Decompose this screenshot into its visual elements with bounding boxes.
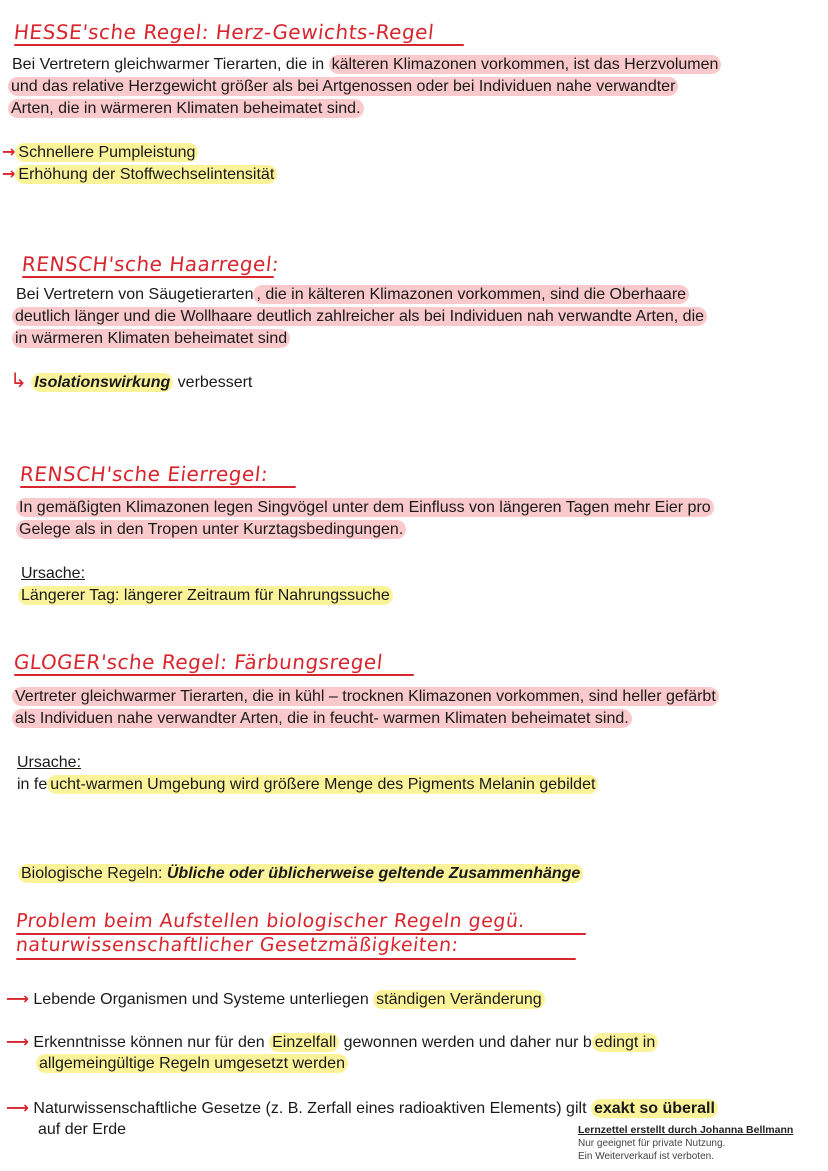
rensch-hair-effect: ↳ Isolationswirkung verbessert [10,368,253,392]
hesse-point-2: → Erhöhung der Stoffwechselintensität [2,163,277,186]
rensch-egg-cause: Längerer Tag: längerer Zeitraum für Nahrungssuche [18,585,393,607]
footer-line-1: Nur geeignet für private Nutzung. [578,1138,726,1149]
heading-rensch-hair: RENSCH'sche Haarregel: [20,252,281,276]
hesse-line-1: Bei Vertretern gleichwarmer Tierarten, die in kälteren Klimazonen vorkommen, ist das Herzvolumen [12,54,721,76]
rensch-egg-cause-label: Ursache: [21,565,86,582]
footer [578,1124,793,1163]
hook-arrow-icon: ↳ [10,368,27,392]
gloger-cause: in fe ucht-warmen Umgebung wird größere Menge des Pigments Melanin gebildet [17,774,598,796]
problem-point-2-cont: allgemeingültige Regeln umgesetzt werden [36,1053,348,1075]
arrow-right-icon: → [2,164,16,183]
problem-point-3: ⟶ Naturwissenschaftliche Gesetze (z. B. Zerfall eines radioaktiven Elements) gilt exakt so überall [6,1097,718,1120]
arrow-right-icon: ⟶ [6,989,29,1008]
problem-point-2: ⟶ Erkenntnisse können nur für den Einzelfall gewonnen werden und daher nur b edingt in [6,1031,658,1054]
rensch-egg-line-2: Gelege als in den Tropen unter Kurztagsbedingungen. [16,519,406,541]
rensch-hair-line-2: deutlich länger und die Wollhaare deutlich zahlreicher als bei Individuen nah verwandte Arten, die [12,306,707,328]
heading-problem-line-1: Problem beim Aufstellen biologischer Regeln gegü. [14,910,527,932]
heading-underline [20,486,296,488]
arrow-right-icon: → [2,142,16,161]
gloger-cause-label: Ursache: [17,754,82,771]
footer-title: Lernzettel erstellt durch Johanna Bellmann [578,1124,794,1136]
rensch-egg-line-1: In gemäßigten Klimazonen legen Singvögel unter dem Einfluss von längeren Tagen mehr Eier pro [16,497,714,519]
heading-underline [14,674,414,676]
heading-underline [14,44,464,46]
heading-underline [22,276,274,278]
heading-underline [16,958,576,960]
heading-problem-line-2: naturwissenschaftlicher Gesetzmäßigkeiten: [14,934,460,956]
arrow-right-icon: ⟶ [6,1032,29,1051]
rensch-hair-line-3: in wärmeren Klimaten beheimatet sind [12,328,290,350]
hesse-line-2: und das relative Herzgewicht größer als bei Artgenossen oder bei Individuen nahe verwandter [8,76,678,98]
hesse-line-3: Arten, die in wärmeren Klimaten beheimatet sind. [8,98,364,120]
hesse-point-1: → Schnellere Pumpleistung [2,141,198,164]
problem-point-3-cont: auf der Erde [38,1121,127,1138]
rensch-hair-line-1: Bei Vertretern von Säugetierarten , die in kälteren Klimazonen vorkommen, sind die Oberhaare [16,284,689,306]
heading-hesse: HESSE'sche Regel: Herz-Gewichts-Regel [12,20,436,44]
bio-rules-definition: Biologische Regeln: Übliche oder üblicherweise geltende Zusammenhänge [18,863,583,885]
arrow-right-icon: ⟶ [6,1098,29,1117]
gloger-line-1: Vertreter gleichwarmer Tierarten, die in kühl – trocknen Klimazonen vorkommen, sind heller gefärbt [12,686,719,708]
gloger-line-2: als Individuen nahe verwandter Arten, die in feucht- warmen Klimaten beheimatet sind. [12,708,632,730]
problem-point-1: ⟶ Lebende Organismen und Systeme unterliegen ständigen Veränderung [6,988,545,1011]
footer-line-2: Ein Weiterverkauf ist verboten. [578,1151,714,1162]
heading-rensch-egg: RENSCH'sche Eierregel: [18,462,270,486]
heading-gloger: GLOGER'sche Regel: Färbungsregel [12,650,385,674]
